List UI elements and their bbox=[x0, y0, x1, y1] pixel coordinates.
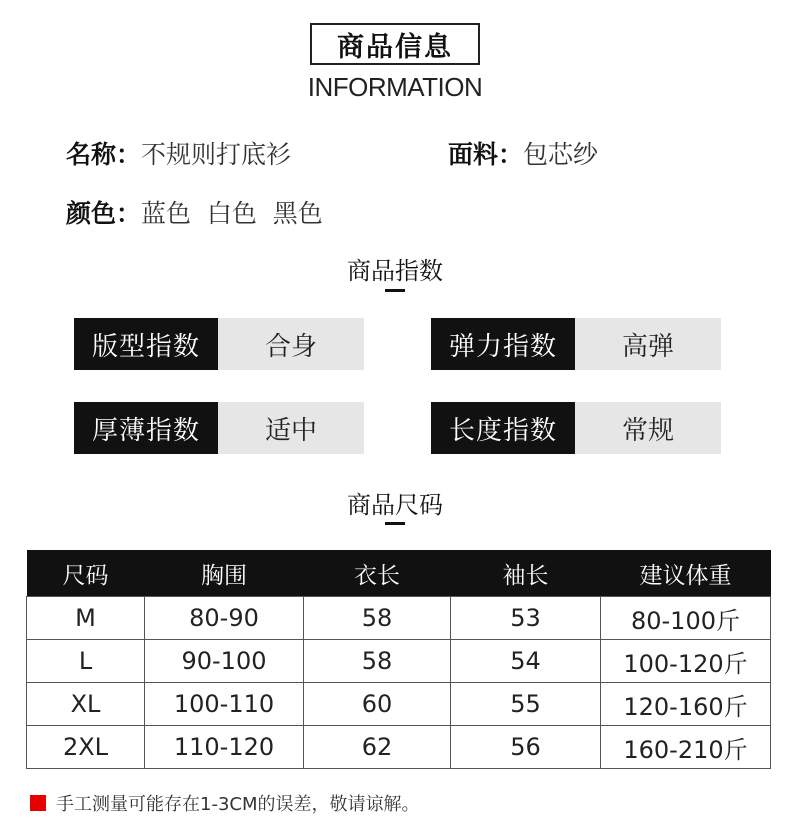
table-row bbox=[27, 726, 771, 769]
section-underline bbox=[385, 289, 405, 292]
col-header-sleeve: 袖长 bbox=[451, 550, 601, 597]
index-section-title: 商品指数 bbox=[347, 257, 443, 285]
index-item bbox=[431, 402, 721, 454]
index-item bbox=[74, 318, 364, 370]
table-cell: 80-100斤 bbox=[601, 597, 771, 640]
table-cell: 56 bbox=[451, 726, 601, 769]
table-cell: 2XL bbox=[27, 726, 145, 769]
table-cell: M bbox=[27, 597, 145, 640]
size-section-title: 商品尺码 bbox=[347, 491, 443, 519]
page-title: 商品信息 bbox=[310, 23, 480, 65]
color-value: 蓝色 白色 黑色 bbox=[141, 199, 323, 228]
table-cell: 58 bbox=[304, 640, 451, 683]
table-header-row bbox=[27, 550, 771, 597]
page-subtitle: INFORMATION bbox=[307, 72, 483, 102]
note-text: 手工测量可能存在1-3CM的误差，敬请谅解。 bbox=[56, 794, 420, 815]
index-label: 长度指数 bbox=[431, 402, 575, 454]
color-row bbox=[66, 194, 323, 230]
table-row bbox=[27, 683, 771, 726]
name-label: 名称： bbox=[66, 140, 142, 169]
table-cell: L bbox=[27, 640, 145, 683]
red-square-icon bbox=[30, 795, 46, 811]
size-table bbox=[26, 550, 771, 769]
index-item bbox=[431, 318, 721, 370]
index-value: 适中 bbox=[218, 402, 364, 454]
col-header-weight: 建议体重 bbox=[601, 550, 771, 597]
table-cell: 80-90 bbox=[145, 597, 304, 640]
color-label: 颜色： bbox=[66, 199, 142, 228]
name-row bbox=[66, 135, 291, 171]
index-label: 弹力指数 bbox=[431, 318, 575, 370]
index-value: 合身 bbox=[218, 318, 364, 370]
table-cell: 60 bbox=[304, 683, 451, 726]
table-cell: 120-160斤 bbox=[601, 683, 771, 726]
table-cell: XL bbox=[27, 683, 145, 726]
index-value: 常规 bbox=[575, 402, 721, 454]
index-value: 高弹 bbox=[575, 318, 721, 370]
fabric-value: 包芯纱 bbox=[523, 140, 599, 169]
col-header-size: 尺码 bbox=[27, 550, 145, 597]
index-item bbox=[74, 402, 364, 454]
section-underline bbox=[385, 522, 405, 525]
fabric-row bbox=[448, 135, 598, 171]
measurement-note bbox=[30, 790, 420, 816]
fabric-label: 面料： bbox=[448, 140, 524, 169]
table-row bbox=[27, 597, 771, 640]
table-cell: 100-120斤 bbox=[601, 640, 771, 683]
table-cell: 100-110 bbox=[145, 683, 304, 726]
table-cell: 90-100 bbox=[145, 640, 304, 683]
col-header-chest: 胸围 bbox=[145, 550, 304, 597]
table-cell: 54 bbox=[451, 640, 601, 683]
table-row bbox=[27, 640, 771, 683]
table-cell: 160-210斤 bbox=[601, 726, 771, 769]
table-cell: 110-120 bbox=[145, 726, 304, 769]
col-header-length: 衣长 bbox=[304, 550, 451, 597]
index-label: 版型指数 bbox=[74, 318, 218, 370]
table-cell: 53 bbox=[451, 597, 601, 640]
index-label: 厚薄指数 bbox=[74, 402, 218, 454]
table-cell: 58 bbox=[304, 597, 451, 640]
table-cell: 55 bbox=[451, 683, 601, 726]
name-value: 不规则打底衫 bbox=[141, 140, 292, 169]
table-cell: 62 bbox=[304, 726, 451, 769]
